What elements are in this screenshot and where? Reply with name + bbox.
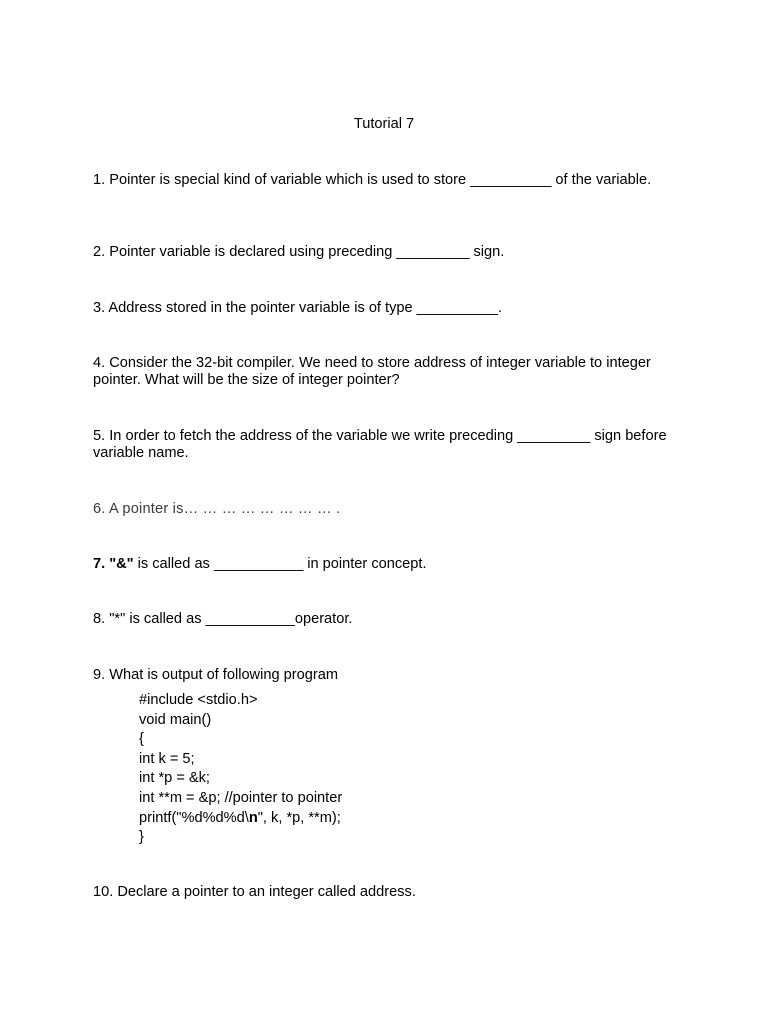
question-10: 10. Declare a pointer to an integer called address. — [93, 884, 416, 900]
code-line: #include <stdio.h> — [139, 692, 258, 708]
title-text: Tutorial 7 — [353, 116, 415, 132]
code-segment: printf("%d%d%d\ — [139, 809, 249, 826]
code-line — [139, 809, 539, 829]
question-2: 2. Pointer variable is declared using preceding _________ sign. — [93, 244, 505, 260]
code-line: int *p = &k; — [139, 770, 210, 787]
code-line: { — [139, 731, 144, 748]
code-line: } — [139, 829, 144, 846]
question-6: 6. A pointer is… … … … … … … … . — [93, 501, 341, 517]
code-line: int **m = &p; //pointer to pointer — [139, 789, 343, 806]
code-line: void main() — [139, 711, 212, 728]
question-4: 4. Consider the 32-bit compiler. We need to store address of integer variable to integer pointer. What will be the size of integer pointer? — [93, 355, 651, 388]
code-line: int k = 5; — [139, 750, 195, 767]
code-block — [139, 691, 539, 848]
question-8: 8. "*" is called as ___________operator. — [93, 611, 353, 627]
question-5: 5. In order to fetch the address of the variable we write preceding _________ sign before variable name. — [93, 428, 667, 461]
code-segment-bold: n — [248, 809, 258, 826]
code-segment: ", k, *p, **m); — [257, 809, 341, 826]
question-7 — [93, 556, 673, 573]
question-3: 3. Address stored in the pointer variable is of type __________. — [93, 300, 502, 316]
question-1: 1. Pointer is special kind of variable which is used to store __________ of the variable. — [93, 172, 652, 188]
question-9: 9. What is output of following program — [93, 667, 338, 683]
question-7-text: is called as ___________ in pointer concept. — [133, 556, 427, 572]
page-title — [0, 116, 768, 133]
question-7-number: 7. "&" — [93, 556, 134, 572]
